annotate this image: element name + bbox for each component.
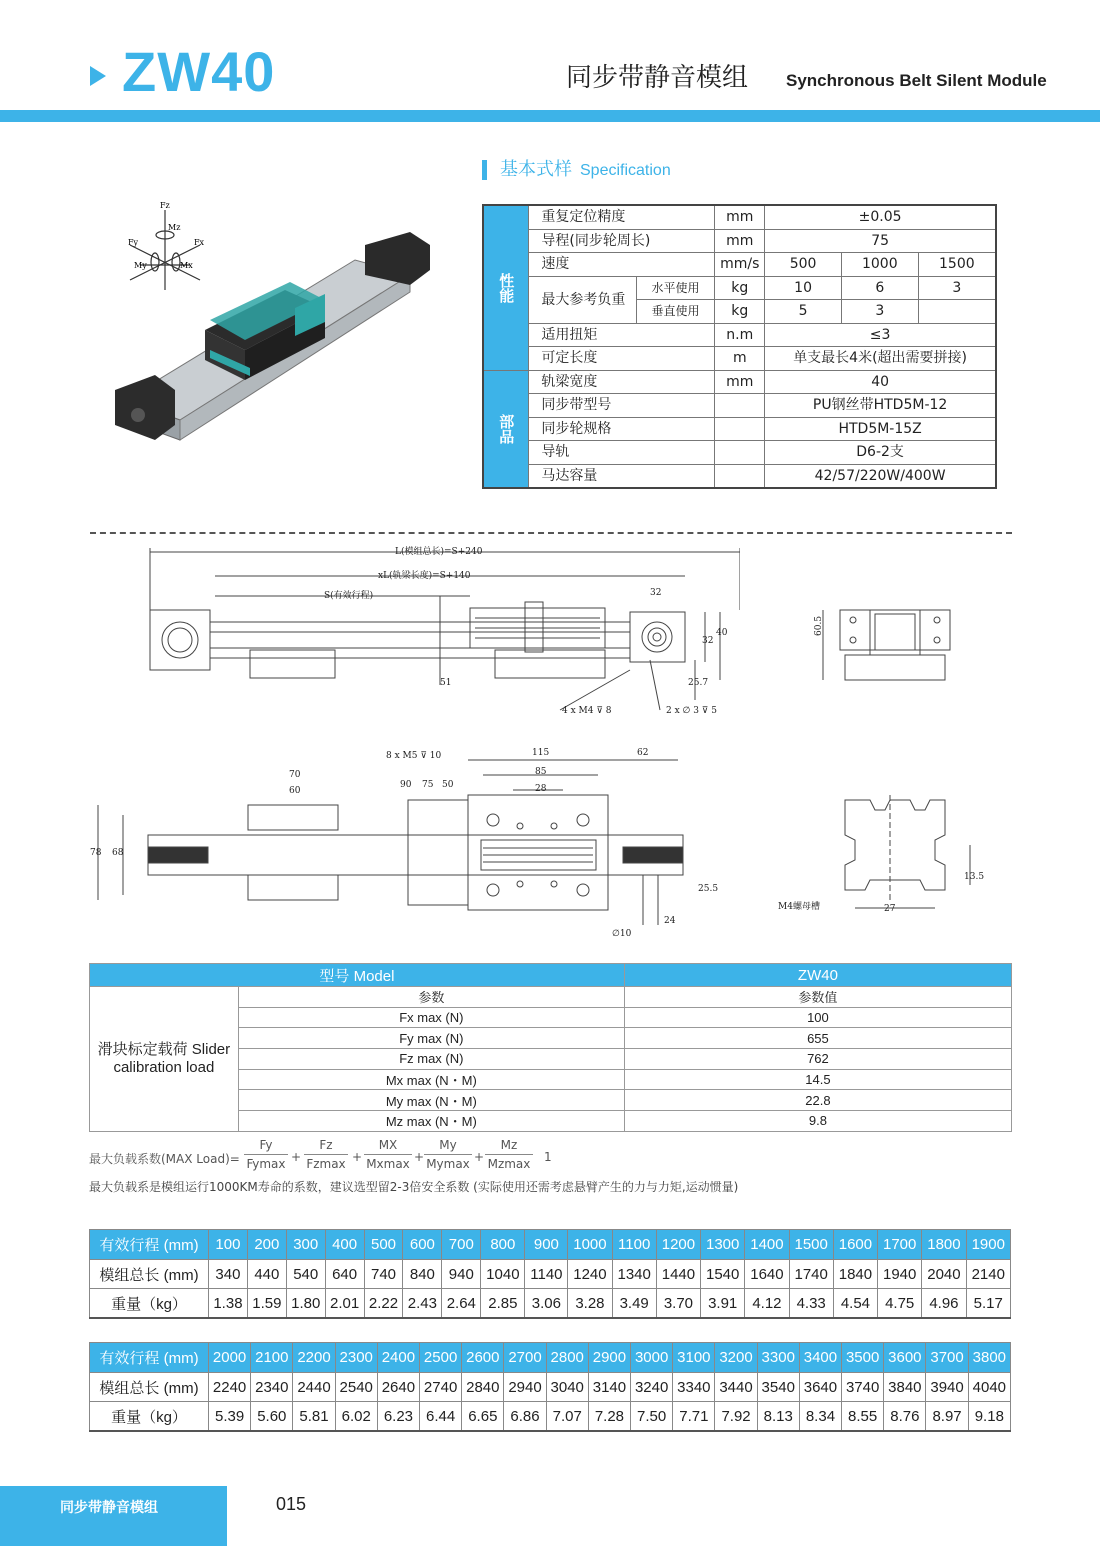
dim-85: 85: [535, 767, 547, 777]
model-table: [89, 963, 1012, 1132]
length-cell: 3940: [926, 1373, 968, 1402]
length-cell: 940: [442, 1260, 481, 1289]
formula-frac: Fy Fymax: [244, 1138, 288, 1171]
stroke-cell: 2500: [420, 1343, 462, 1373]
spec-value: D6-2支: [765, 441, 996, 465]
stroke-row: [90, 1230, 1011, 1260]
stroke-cell: 1900: [966, 1230, 1010, 1260]
weight-cell: 8.13: [757, 1402, 799, 1432]
dim-115: 115: [532, 748, 550, 758]
length-cell: 2740: [420, 1373, 462, 1402]
spec-name: 同步带型号: [529, 394, 715, 418]
spec-name: 导轨: [529, 441, 715, 465]
stroke-cell: 1700: [878, 1230, 922, 1260]
length-cell: 1640: [745, 1260, 789, 1289]
model-header: 型号 Model: [90, 964, 625, 987]
dim-40: 40: [716, 628, 728, 638]
spec-name: 速度: [529, 253, 715, 277]
spec-name: 导程(同步轮周长): [529, 229, 715, 253]
length-cell: 3040: [546, 1373, 588, 1402]
length-cell: 440: [247, 1260, 286, 1289]
formula-frac: MX Mxmax: [364, 1138, 412, 1171]
dim-25-7: 25.7: [688, 678, 709, 688]
stroke-cell: 1800: [922, 1230, 966, 1260]
weight-cell: 8.76: [884, 1402, 926, 1432]
stroke-cell: 3600: [884, 1343, 926, 1373]
nut-slot-label: M4螺母槽: [778, 902, 820, 912]
dim-60-5: 60.5: [814, 615, 824, 636]
weight-cell: 5.60: [251, 1402, 293, 1432]
weight-cell: 2.01: [325, 1289, 364, 1319]
stroke-cell: 3200: [715, 1343, 757, 1373]
stroke-cell: 700: [442, 1230, 481, 1260]
weight-row: [90, 1402, 1011, 1432]
stroke-cell: 200: [247, 1230, 286, 1260]
stroke-cell: 100: [209, 1230, 248, 1260]
stroke-cell: 3100: [673, 1343, 715, 1373]
length-cell: 2540: [335, 1373, 377, 1402]
svg-text:Fz: Fz: [160, 201, 170, 210]
formula-rhs: 1: [544, 1150, 552, 1164]
spec-title: 基本式样 Specification: [500, 159, 671, 180]
stroke-cell: 3500: [842, 1343, 884, 1373]
length-cell: 740: [364, 1260, 403, 1289]
spec-value: 1500: [918, 253, 996, 277]
dim-13-5: 13.5: [964, 872, 985, 882]
spec-name: 马达容量: [529, 464, 715, 488]
weight-cell: 4.12: [745, 1289, 789, 1319]
length-cell: 340: [209, 1260, 248, 1289]
length-cell: 3340: [673, 1373, 715, 1402]
svg-text:Fy: Fy: [128, 238, 139, 247]
spec-value: ≤3: [765, 323, 996, 347]
length-cell: 1740: [789, 1260, 833, 1289]
spec-unit: kg: [715, 276, 765, 300]
drawing-profile: [830, 790, 980, 915]
spec-table: [482, 204, 997, 489]
spec-value: 6: [841, 276, 918, 300]
length-row: [90, 1373, 1011, 1402]
length-cell: 2440: [293, 1373, 335, 1402]
row-label: 重量（kg）: [90, 1289, 209, 1319]
length-cell: 1040: [481, 1260, 525, 1289]
model-title: ZW40: [122, 40, 276, 103]
dim-75: 75: [422, 780, 434, 790]
spec-value: 75: [765, 229, 996, 253]
row-label: 有效行程 (mm): [90, 1230, 209, 1260]
weight-cell: 3.06: [525, 1289, 568, 1319]
weight-cell: 3.70: [656, 1289, 700, 1319]
length-cell: 3640: [799, 1373, 841, 1402]
dim-90: 90: [400, 780, 412, 790]
group-parts: 部品: [483, 370, 529, 488]
weight-cell: 6.65: [462, 1402, 504, 1432]
dim-S: S(有效行程): [324, 591, 374, 601]
value-cell: 100: [624, 1007, 1011, 1028]
svg-text:Mx: Mx: [180, 261, 193, 270]
weight-cell: 8.55: [842, 1402, 884, 1432]
spec-sub-label: 垂直使用: [636, 300, 715, 324]
spec-unit: mm: [715, 229, 765, 253]
product-image: [110, 190, 440, 460]
stroke-cell: 1500: [789, 1230, 833, 1260]
length-cell: 640: [325, 1260, 364, 1289]
param-cell: Mx max (N・M): [238, 1069, 624, 1090]
length-cell: 3540: [757, 1373, 799, 1402]
spec-name: 可定长度: [529, 347, 715, 371]
weight-cell: 1.80: [286, 1289, 325, 1319]
stroke-cell: 600: [403, 1230, 442, 1260]
stroke-cell: 2900: [588, 1343, 630, 1373]
dim-50: 50: [442, 780, 454, 790]
weight-cell: 6.02: [335, 1402, 377, 1432]
svg-text:Fx: Fx: [194, 238, 205, 247]
length-cell: 2940: [504, 1373, 546, 1402]
spec-value: 10: [765, 276, 842, 300]
spec-value: PU钢丝带HTD5M-12: [765, 394, 996, 418]
dim-78: 78: [90, 848, 102, 858]
stroke-cell: 3800: [968, 1343, 1010, 1373]
length-cell: 3240: [631, 1373, 673, 1402]
spec-value: ±0.05: [765, 205, 996, 229]
weight-cell: 2.85: [481, 1289, 525, 1319]
weight-cell: 4.96: [922, 1289, 966, 1319]
title-cn: 同步带静音模组: [566, 63, 749, 93]
param-header: 参数: [238, 987, 624, 1008]
length-cell: 1940: [878, 1260, 922, 1289]
formula-plus: +: [291, 1150, 302, 1164]
stroke-cell: 400: [325, 1230, 364, 1260]
length-cell: 2140: [966, 1260, 1010, 1289]
spec-value: HTD5M-15Z: [765, 417, 996, 441]
header-triangle-icon: [90, 66, 106, 86]
spec-value: 5: [765, 300, 842, 324]
length-row: [90, 1260, 1011, 1289]
spec-value-empty: [918, 300, 996, 324]
stroke-cell: 2000: [209, 1343, 251, 1373]
param-cell: Mz max (N・M): [238, 1111, 624, 1132]
weight-cell: 7.07: [546, 1402, 588, 1432]
weight-cell: 8.97: [926, 1402, 968, 1432]
spec-name: 最大参考负重: [529, 276, 636, 323]
length-cell: 2840: [462, 1373, 504, 1402]
weight-row: [90, 1289, 1011, 1319]
spec-value: 3: [841, 300, 918, 324]
weight-cell: 5.81: [293, 1402, 335, 1432]
stroke-cell: 1200: [656, 1230, 700, 1260]
length-cell: 1140: [525, 1260, 568, 1289]
weight-cell: 2.22: [364, 1289, 403, 1319]
spec-unit: m: [715, 347, 765, 371]
value-cell: 22.8: [624, 1090, 1011, 1111]
length-cell: 3440: [715, 1373, 757, 1402]
length-cell: 1240: [568, 1260, 612, 1289]
length-cell: 840: [403, 1260, 442, 1289]
weight-cell: 3.91: [701, 1289, 745, 1319]
row-label: 有效行程 (mm): [90, 1343, 209, 1373]
stroke-cell: 3300: [757, 1343, 799, 1373]
drawing-front-view: [88, 750, 688, 940]
page-number: 015: [276, 1494, 307, 1514]
drawing-top-view: [140, 540, 740, 720]
stroke-cell: 3000: [631, 1343, 673, 1373]
stroke-cell: 2200: [293, 1343, 335, 1373]
dim-32: 32: [650, 588, 662, 598]
weight-cell: 5.17: [966, 1289, 1010, 1319]
holes-label-3: 8 x M5 ⊽ 10: [386, 751, 442, 761]
value-header: 参数值: [624, 987, 1011, 1008]
weight-cell: 9.18: [968, 1402, 1010, 1432]
stroke-cell: 2800: [546, 1343, 588, 1373]
stroke-cell: 1400: [745, 1230, 789, 1260]
weight-cell: 8.34: [799, 1402, 841, 1432]
weight-cell: 6.86: [504, 1402, 546, 1432]
weight-cell: 3.28: [568, 1289, 612, 1319]
model-value-header: ZW40: [624, 964, 1011, 987]
dim-24: 24: [664, 916, 676, 926]
length-cell: 3740: [842, 1373, 884, 1402]
dashed-divider: [90, 532, 1012, 534]
stroke-cell: 2100: [251, 1343, 293, 1373]
formula-frac: Mz Mzmax: [485, 1138, 533, 1171]
dim-25-5: 25.5: [698, 884, 719, 894]
spec-unit: mm/s: [715, 253, 765, 277]
dim-27: 27: [884, 904, 896, 914]
formula-plus: +: [352, 1150, 363, 1164]
stroke-cell: 500: [364, 1230, 403, 1260]
spec-value: 1000: [841, 253, 918, 277]
length-cell: 4040: [968, 1373, 1010, 1402]
spec-value: 3: [918, 276, 996, 300]
spec-name: 同步轮规格: [529, 417, 715, 441]
length-cell: 1440: [656, 1260, 700, 1289]
holes-label-1: 4 x M4 ⊽ 8: [562, 706, 612, 716]
stroke-cell: 2400: [377, 1343, 419, 1373]
dim-70: 70: [289, 770, 301, 780]
weight-cell: 6.23: [377, 1402, 419, 1432]
weight-cell: 6.44: [420, 1402, 462, 1432]
spec-unit-empty: [715, 394, 765, 418]
weight-cell: 1.59: [247, 1289, 286, 1319]
spec-value: 40: [765, 370, 996, 394]
param-cell: Fz max (N): [238, 1049, 624, 1070]
drawing-side-view: [815, 600, 960, 690]
weight-cell: 5.39: [209, 1402, 251, 1432]
length-cell: 3140: [588, 1373, 630, 1402]
force-axis-icon: [130, 210, 200, 290]
dim-phi10: ∅10: [612, 929, 632, 939]
value-cell: 762: [624, 1049, 1011, 1070]
slider-load-label: 滑块标定载荷 Slider calibration load: [90, 987, 239, 1132]
stroke-cell: 2300: [335, 1343, 377, 1373]
stroke-cell: 3700: [926, 1343, 968, 1373]
row-label: 重量（kg）: [90, 1402, 209, 1432]
length-cell: 1540: [701, 1260, 745, 1289]
svg-text:My: My: [134, 261, 147, 270]
stroke-cell: 3400: [799, 1343, 841, 1373]
formula-frac: Fz Fzmax: [304, 1138, 348, 1171]
length-cell: 3840: [884, 1373, 926, 1402]
value-cell: 14.5: [624, 1069, 1011, 1090]
param-cell: Fy max (N): [238, 1028, 624, 1049]
weight-cell: 2.43: [403, 1289, 442, 1319]
dim-32b: 32: [702, 636, 714, 646]
svg-text:Mz: Mz: [168, 223, 181, 232]
footer-text: 同步带静音模组: [60, 1500, 158, 1516]
length-cell: 540: [286, 1260, 325, 1289]
stroke-cell: 1000: [568, 1230, 612, 1260]
spec-name: 轨梁宽度: [529, 370, 715, 394]
stroke-cell: 1300: [701, 1230, 745, 1260]
group-performance: 性能: [483, 205, 529, 370]
row-label: 模组总长 (mm): [90, 1260, 209, 1289]
load-note: 最大负载系是模组运行1000KM寿命的系数，建议选型留2-3倍安全系数 (实际使用还需考虑悬臂产生的力与力矩,运动惯量): [89, 1180, 739, 1194]
stroke-cell: 1600: [833, 1230, 877, 1260]
spec-value: 42/57/220W/400W: [765, 464, 996, 488]
stroke-table-2: [89, 1342, 1011, 1432]
weight-cell: 1.38: [209, 1289, 248, 1319]
length-cell: 2040: [922, 1260, 966, 1289]
param-cell: My max (N・M): [238, 1090, 624, 1111]
stroke-cell: 300: [286, 1230, 325, 1260]
spec-unit: mm: [715, 370, 765, 394]
stroke-cell: 1100: [612, 1230, 656, 1260]
dim-xL: xL(轨梁长度)=S+140: [378, 571, 471, 581]
stroke-cell: 2700: [504, 1343, 546, 1373]
dim-62: 62: [637, 748, 649, 758]
weight-cell: 4.75: [878, 1289, 922, 1319]
weight-cell: 7.71: [673, 1402, 715, 1432]
weight-cell: 2.64: [442, 1289, 481, 1319]
formula-lhs: 最大负载系数(MAX Load)=: [89, 1152, 240, 1166]
weight-cell: 7.50: [631, 1402, 673, 1432]
spec-name: 重复定位精度: [529, 205, 715, 229]
dim-51: 51: [440, 678, 452, 688]
spec-unit: kg: [715, 300, 765, 324]
weight-cell: 7.92: [715, 1402, 757, 1432]
value-cell: 9.8: [624, 1111, 1011, 1132]
length-cell: 1840: [833, 1260, 877, 1289]
weight-cell: 4.33: [789, 1289, 833, 1319]
length-cell: 1340: [612, 1260, 656, 1289]
formula-plus: +: [474, 1150, 485, 1164]
spec-name: 适用扭矩: [529, 323, 715, 347]
dim-L: L(模组总长)=S+240: [395, 547, 483, 557]
formula-plus: +: [414, 1150, 425, 1164]
stroke-cell: 800: [481, 1230, 525, 1260]
dim-28: 28: [535, 784, 547, 794]
formula-frac: My Mymax: [424, 1138, 472, 1171]
dim-68: 68: [112, 848, 124, 858]
stroke-table-1: [89, 1229, 1011, 1319]
spec-unit-empty: [715, 417, 765, 441]
spec-unit: n.m: [715, 323, 765, 347]
header-bar: [0, 110, 1100, 122]
stroke-cell: 2600: [462, 1343, 504, 1373]
spec-unit-empty: [715, 464, 765, 488]
stroke-row: [90, 1343, 1011, 1373]
length-cell: 2340: [251, 1373, 293, 1402]
title-en: Synchronous Belt Silent Module: [786, 71, 1047, 90]
value-cell: 655: [624, 1028, 1011, 1049]
spec-sub-label: 水平使用: [636, 276, 715, 300]
holes-label-2: 2 x ∅ 3 ⊽ 5: [666, 706, 717, 716]
weight-cell: 4.54: [833, 1289, 877, 1319]
row-label: 模组总长 (mm): [90, 1373, 209, 1402]
stroke-cell: 900: [525, 1230, 568, 1260]
spec-title-marker: [482, 160, 487, 180]
dim-60: 60: [289, 786, 301, 796]
spec-value: 单支最长4米(超出需要拼接): [765, 347, 996, 371]
spec-value: 500: [765, 253, 842, 277]
param-cell: Fx max (N): [238, 1007, 624, 1028]
length-cell: 2640: [377, 1373, 419, 1402]
spec-unit: mm: [715, 205, 765, 229]
weight-cell: 7.28: [588, 1402, 630, 1432]
spec-unit-empty: [715, 441, 765, 465]
length-cell: 2240: [209, 1373, 251, 1402]
weight-cell: 3.49: [612, 1289, 656, 1319]
